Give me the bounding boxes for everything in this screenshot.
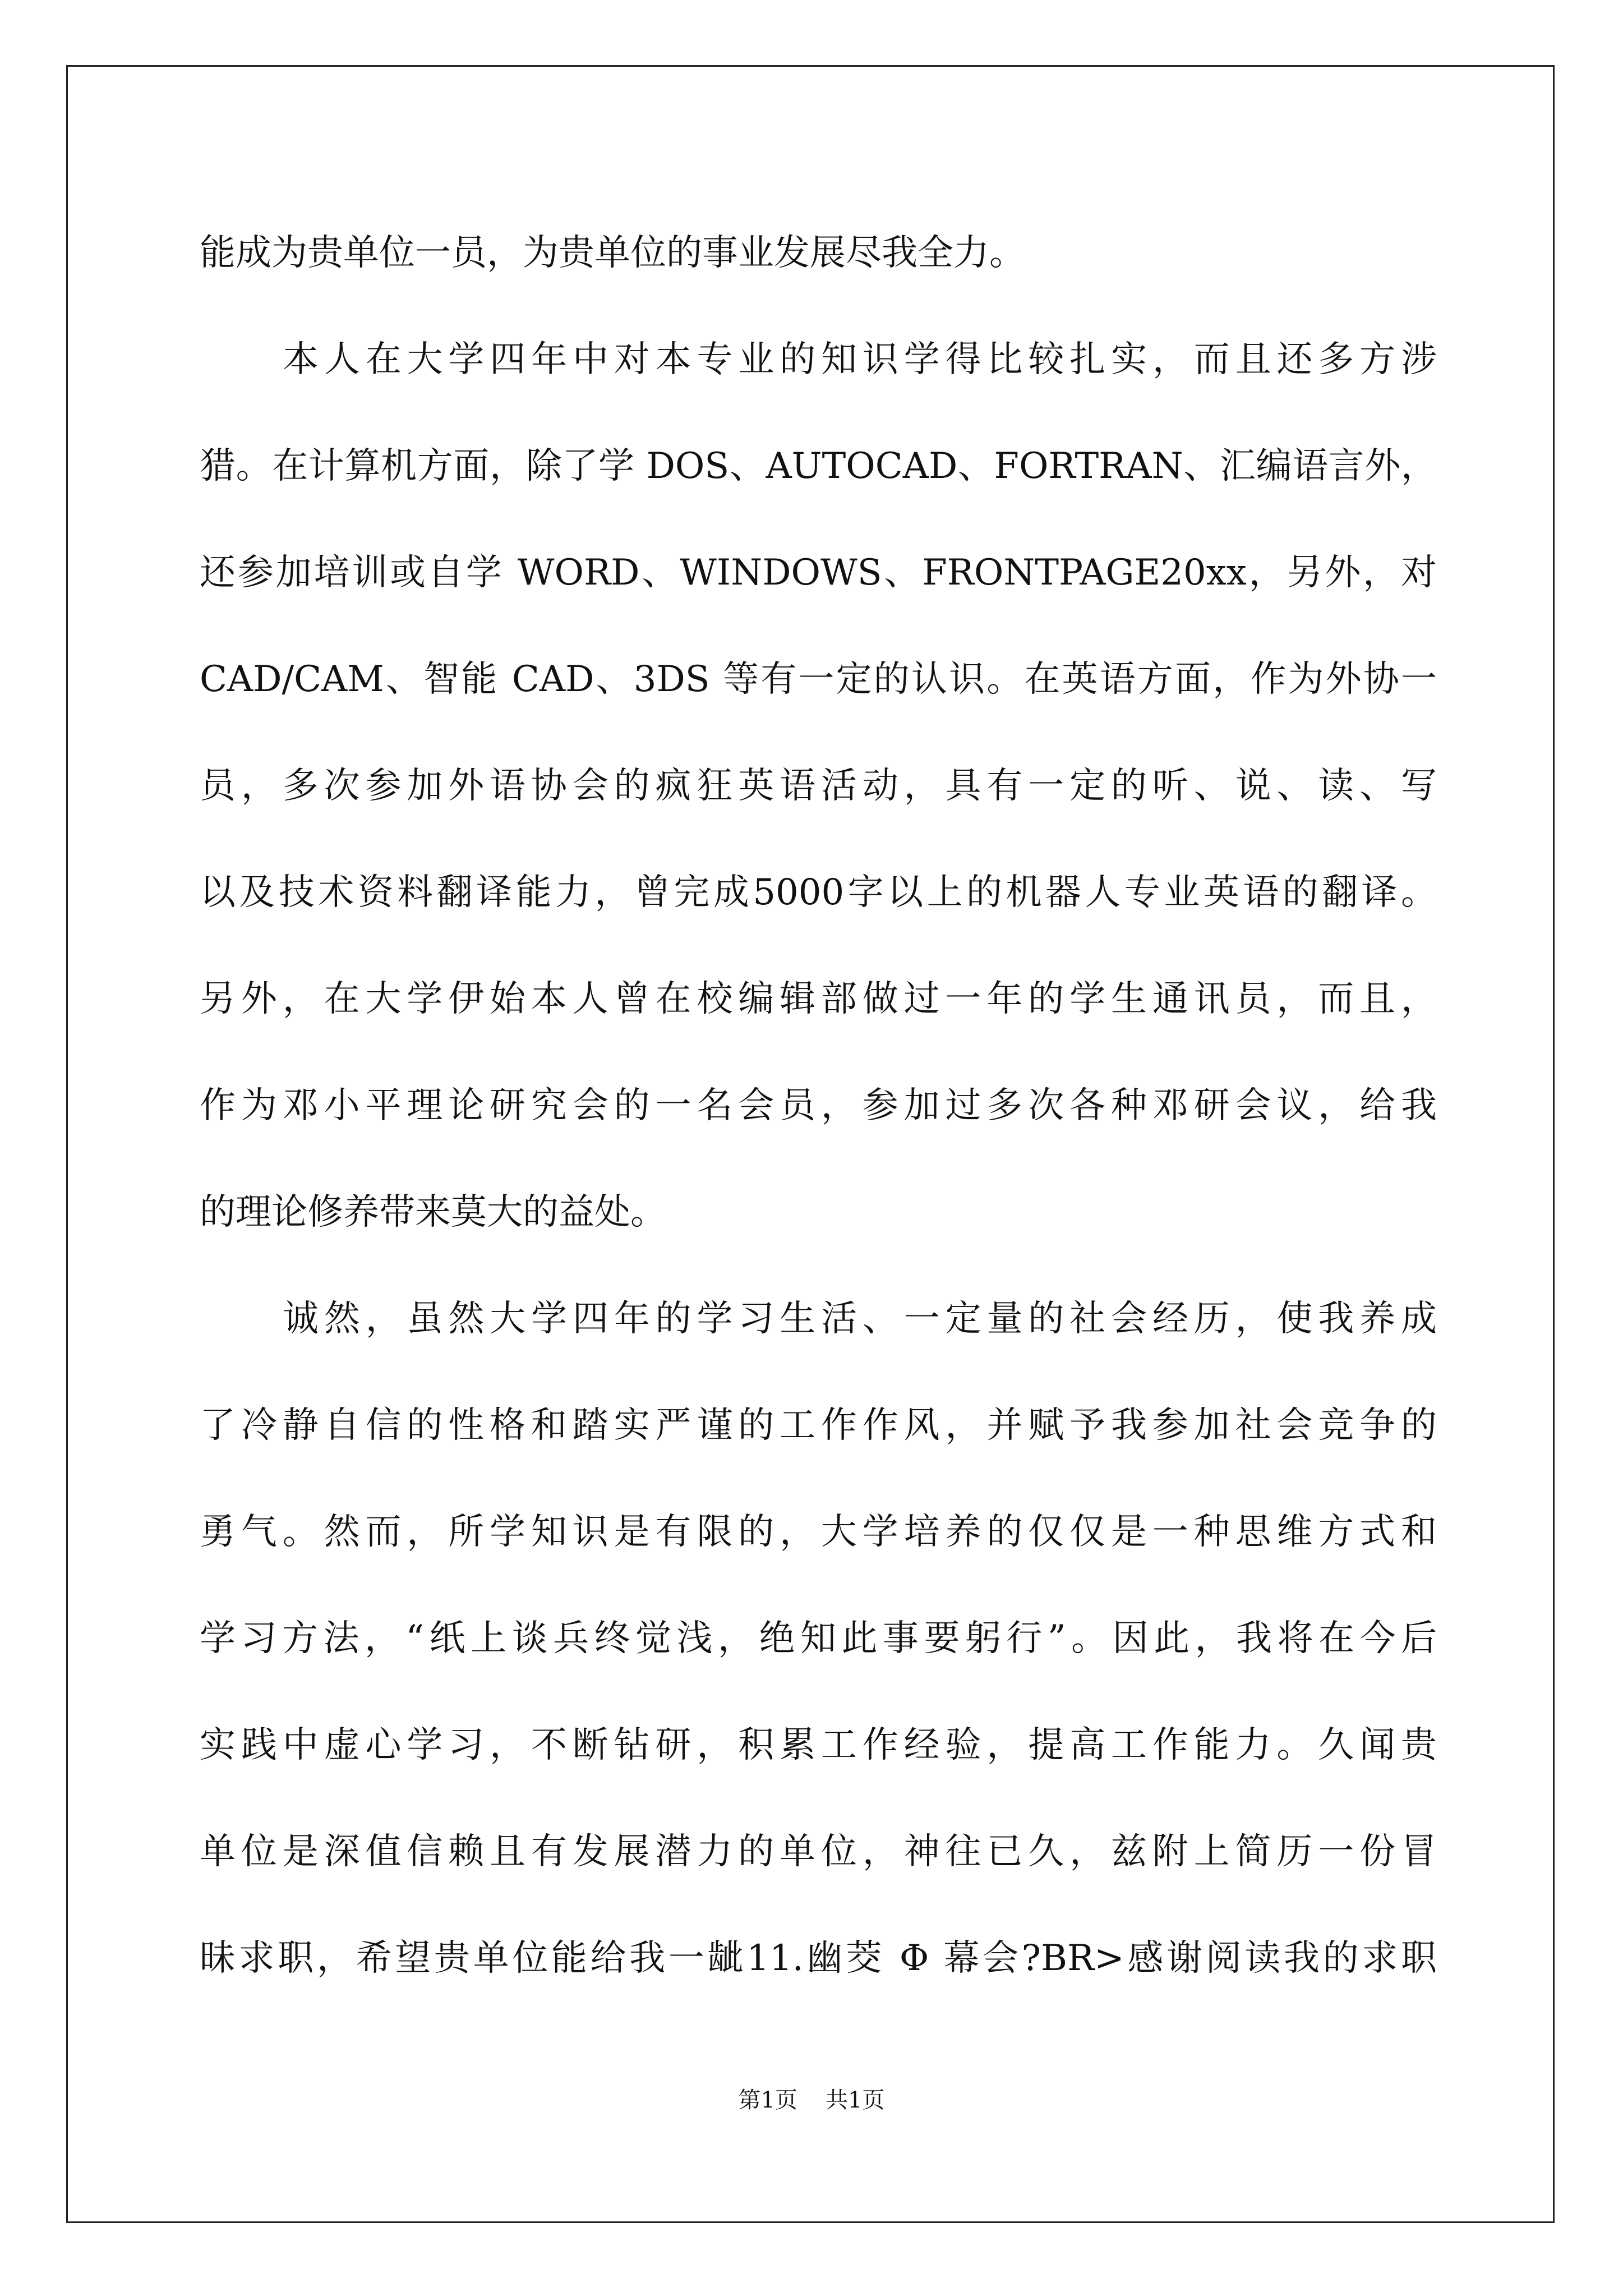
text-line: 勇气。然而，所学知识是有限的，大学培养的仅仅是一种思维方式和	[200, 1511, 1437, 1553]
page-total: 共1页	[826, 2087, 885, 2113]
text-line: 还参加培训或自学 WORD、WINDOWS、FRONTPAGE20xx，另外，对	[200, 552, 1437, 593]
text-line: 员，多次参加外语协会的疯狂英语活动，具有一定的听、说、读、写	[200, 765, 1437, 807]
text-line: 另外，在大学伊始本人曾在校编辑部做过一年的学生通讯员，而且，	[200, 978, 1437, 1020]
text-line: 单位是深值信赖且有发展潜力的单位，神往已久，兹附上简历一份冒	[200, 1831, 1437, 1872]
body-text	[200, 209, 1437, 2021]
text-line: 作为邓小平理论研究会的一名会员，参加过多次各种邓研会议，给我	[200, 1085, 1437, 1126]
text-line: 了冷静自信的性格和踏实严谨的工作作风，并赋予我参加社会竞争的	[200, 1405, 1437, 1446]
page-footer	[0, 2082, 1623, 2114]
text-line: 实践中虚心学习，不断钻研，积累工作经验，提高工作能力。久闻贵	[200, 1724, 1437, 1766]
text-line: 能成为贵单位一员，为贵单位的事业发展尽我全力。	[200, 232, 1025, 274]
text-line: 的理论修养带来莫大的益处。	[200, 1191, 666, 1233]
text-line: 以及技术资料翻译能力，曾完成5000字以上的机器人专业英语的翻译。	[200, 872, 1437, 913]
text-line: 昧求职，希望贵单位能给我一龇11.幽茭 Φ 幕会?BR>感谢阅读我的求职	[200, 1938, 1437, 1979]
text-line: 本人在大学四年中对本专业的知识学得比较扎实，而且还多方涉	[283, 339, 1437, 380]
text-line: CAD/CAM、智能 CAD、3DS 等有一定的认识。在英语方面，作为外协一	[200, 659, 1437, 700]
page-number: 第1页	[738, 2087, 797, 2113]
text-line: 诚然，虽然大学四年的学习生活、一定量的社会经历，使我养成	[283, 1298, 1437, 1340]
text-line: 学习方法，“纸上谈兵终觉浅，绝知此事要躬行”。因此，我将在今后	[200, 1618, 1437, 1659]
text-line: 猎。在计算机方面，除了学 DOS、AUTOCAD、FORTRAN、汇编语言外，	[200, 445, 1437, 487]
